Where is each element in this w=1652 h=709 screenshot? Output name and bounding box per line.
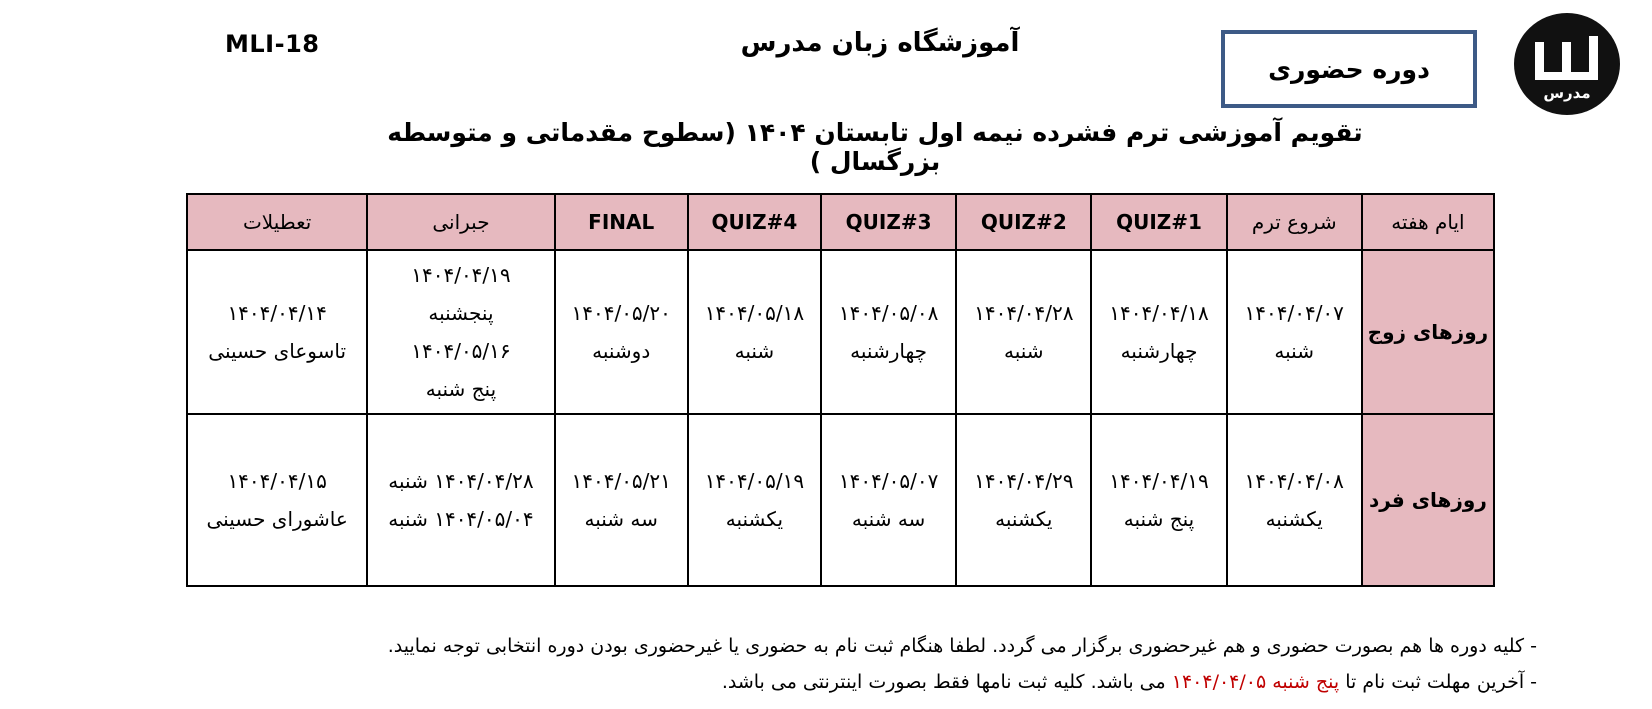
row-label: روزهای فرد [1362, 414, 1494, 586]
header-term-start: شروع ترم [1227, 194, 1362, 250]
cell-final: ۱۴۰۴/۰۵/۲۱ سه شنبه [555, 414, 688, 586]
school-logo [1513, 12, 1621, 116]
notes [137, 632, 1537, 704]
cell-quiz4: ۱۴۰۴/۰۵/۱۸ شنبه [688, 250, 821, 414]
note-deadline: - آخرین مهلت ثبت نام تا پنج شنبه ۱۴۰۴/۰۴/۰۵ می باشد. کلیه ثبت نامها فقط بصورت اینترنتی می باشد. [721, 671, 1537, 693]
school-name: آموزشگاه زبان مدرس [740, 28, 1020, 58]
header-quiz4: QUIZ#4 [688, 194, 821, 250]
header-makeup: جبرانی [367, 194, 554, 250]
cell-quiz3: ۱۴۰۴/۰۵/۰۷ سه شنبه [821, 414, 956, 586]
cell-term-start: ۱۴۰۴/۰۴/۰۷ شنبه [1227, 250, 1362, 414]
document-code: MLI-18 [225, 30, 320, 58]
cell-quiz2: ۱۴۰۴/۰۴/۲۸ شنبه [956, 250, 1091, 414]
cell-quiz2: ۱۴۰۴/۰۴/۲۹ یکشنبه [956, 414, 1091, 586]
cell-quiz4: ۱۴۰۴/۰۵/۱۹ یکشنبه [688, 414, 821, 586]
header-holidays: تعطیلات [187, 194, 367, 250]
cell-makeup: ۱۴۰۴/۰۴/۲۸ شنبه ۱۴۰۴/۰۵/۰۴ شنبه [367, 414, 554, 586]
course-type-badge [1221, 30, 1477, 108]
logo-text: مدرس [1543, 84, 1591, 102]
header-quiz2: QUIZ#2 [956, 194, 1091, 250]
schedule-table [186, 193, 1495, 587]
cell-quiz1: ۱۴۰۴/۰۴/۱۸ چهارشنبه [1091, 250, 1226, 414]
cell-holiday: ۱۴۰۴/۰۴/۱۴ تاسوعای حسینی [187, 250, 367, 414]
table-row-odd-days [187, 414, 1494, 586]
cell-quiz1: ۱۴۰۴/۰۴/۱۹ پنج شنبه [1091, 414, 1226, 586]
table-row-even-days [187, 250, 1494, 414]
cell-final: ۱۴۰۴/۰۵/۲۰ دوشنبه [555, 250, 688, 414]
header-weekdays: ایام هفته [1362, 194, 1494, 250]
row-label: روزهای زوج [1362, 250, 1494, 414]
cell-term-start: ۱۴۰۴/۰۴/۰۸ یکشنبه [1227, 414, 1362, 586]
cell-holiday: ۱۴۰۴/۰۴/۱۵ عاشورای حسینی [187, 414, 367, 586]
header-final: FINAL [555, 194, 688, 250]
cell-makeup: ۱۴۰۴/۰۴/۱۹ پنجشنبه ۱۴۰۴/۰۵/۱۶ پنج شنبه [367, 250, 554, 414]
header-row [187, 194, 1494, 250]
calendar-subtitle: تقویم آموزشی ترم فشرده نیمه اول تابستان ۱۴۰۴ (سطوح مقدماتی و متوسطه بزرگسال ) [387, 118, 1363, 176]
header-quiz1: QUIZ#1 [1091, 194, 1226, 250]
header-quiz3: QUIZ#3 [821, 194, 956, 250]
course-type-label: دوره حضوری [1268, 54, 1430, 84]
deadline-date: پنج شنبه ۱۴۰۴/۰۴/۰۵ [1171, 671, 1340, 693]
note-attendance: - کلیه دوره ها هم بصورت حضوری و هم غیرحضوری برگزار می گردد. لطفا هنگام ثبت نام به حضوری یا غیرحضوری بودن دوره انتخابی توجه نمایید. [387, 635, 1537, 657]
cell-quiz3: ۱۴۰۴/۰۵/۰۸ چهارشنبه [821, 250, 956, 414]
